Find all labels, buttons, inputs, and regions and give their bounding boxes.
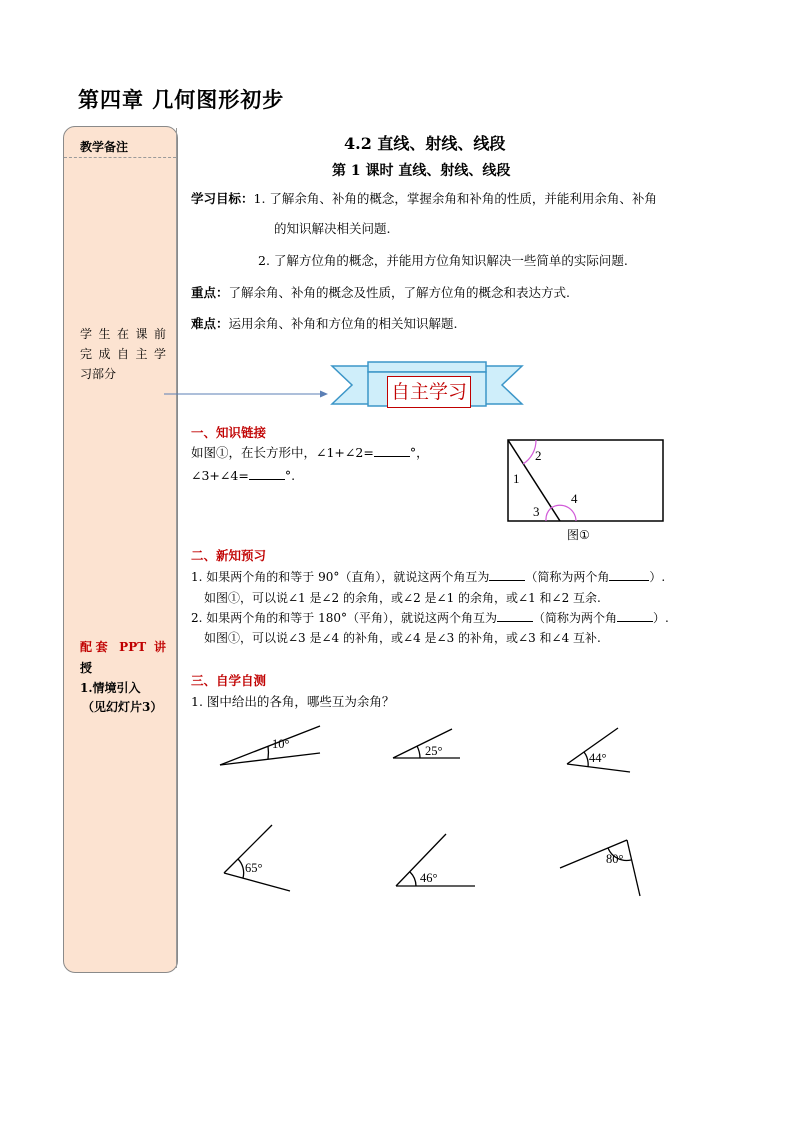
text: 1. 如果两个角的和等于 90°（直角），就说这两个角互为 bbox=[191, 570, 490, 584]
section2-heading: 二、新知预习 bbox=[191, 548, 267, 563]
section3-heading: 三、自学自测 bbox=[191, 673, 267, 688]
note-line: 习部分 bbox=[80, 367, 117, 381]
note-line: 完成自主学 bbox=[80, 347, 166, 361]
difficulty-text: 运用余角、补角和方位角的相关知识解题. bbox=[228, 316, 458, 331]
chapter-title: 第四章 几何图形初步 bbox=[78, 87, 285, 112]
note-line: 学生在课前 bbox=[80, 327, 166, 341]
angle-label-44: 44° bbox=[589, 751, 607, 765]
text: °， bbox=[409, 445, 429, 460]
angle-label-46: 46° bbox=[420, 871, 438, 885]
text: °. bbox=[284, 468, 296, 483]
note-line: 授 bbox=[80, 661, 93, 675]
angle-label-3: 3 bbox=[533, 504, 540, 519]
objective-1-cont: 的知识解决相关问题. bbox=[274, 221, 391, 236]
text: （简称为两个角 bbox=[525, 570, 610, 584]
figure-caption: 图① bbox=[567, 528, 590, 542]
angle-label-65: 65° bbox=[245, 861, 263, 875]
angle-65 bbox=[224, 825, 290, 891]
angle-label-4: 4 bbox=[571, 491, 578, 506]
difficulty-label: 难点： bbox=[191, 316, 229, 331]
section1-heading: 一、知识链接 bbox=[191, 425, 267, 440]
angle-label-25: 25° bbox=[425, 744, 443, 758]
objective-1: 1. 了解余角、补角的概念，掌握余角和补角的性质，并能利用余角、补角 bbox=[253, 191, 657, 206]
banner-label: 自主学习 bbox=[387, 376, 471, 408]
text: ）. bbox=[653, 611, 669, 625]
section2-item2-example: 如图①，可以说∠3 是∠4 的补角，或∠4 是∠3 的补角，或∠3 和∠4 互补. bbox=[204, 631, 601, 645]
note-line: （见幻灯片3） bbox=[82, 700, 163, 714]
angle-44 bbox=[567, 728, 630, 772]
note-line: 配套 PPT 讲 bbox=[80, 640, 166, 654]
objective-2: 2. 了解方位角的概念，并能用方位角知识解决一些简单的实际问题. bbox=[258, 253, 628, 268]
lesson-title: 4.2 直线、射线、线段 bbox=[344, 134, 506, 153]
lesson-subtitle: 第 1 课时 直线、射线、线段 bbox=[332, 163, 511, 179]
text: 如图①，在长方形中，∠1+∠2= bbox=[191, 445, 374, 460]
angle-10 bbox=[220, 726, 320, 765]
key-points-label: 重点： bbox=[191, 285, 229, 300]
angle-label-2: 2 bbox=[535, 448, 542, 463]
objectives-label: 学习目标： bbox=[191, 191, 254, 206]
angle-label-1: 1 bbox=[513, 471, 520, 486]
text: （简称为两个角 bbox=[533, 611, 618, 625]
angle-label-10: 10° bbox=[272, 737, 290, 751]
section3-question: 1. 图中给出的各角，哪些互为余角？ bbox=[191, 694, 395, 709]
angle-80 bbox=[560, 840, 640, 896]
sidebar-header: 教学备注 bbox=[80, 140, 129, 154]
angle-label-80: 80° bbox=[606, 852, 624, 866]
note-line: 1.情境引入 bbox=[80, 681, 141, 695]
section2-item1-example: 如图①，可以说∠1 是∠2 的余角，或∠2 是∠1 的余角，或∠1 和∠2 互余. bbox=[204, 591, 601, 605]
text: ）. bbox=[649, 570, 666, 584]
text: ∠3+∠4= bbox=[191, 468, 249, 483]
text: 2. 如果两个角的和等于 180°（平角），就说这两个角互为 bbox=[191, 611, 497, 625]
key-points-text: 了解余角、补角的概念及性质，了解方位角的概念和表达方式. bbox=[228, 285, 570, 300]
